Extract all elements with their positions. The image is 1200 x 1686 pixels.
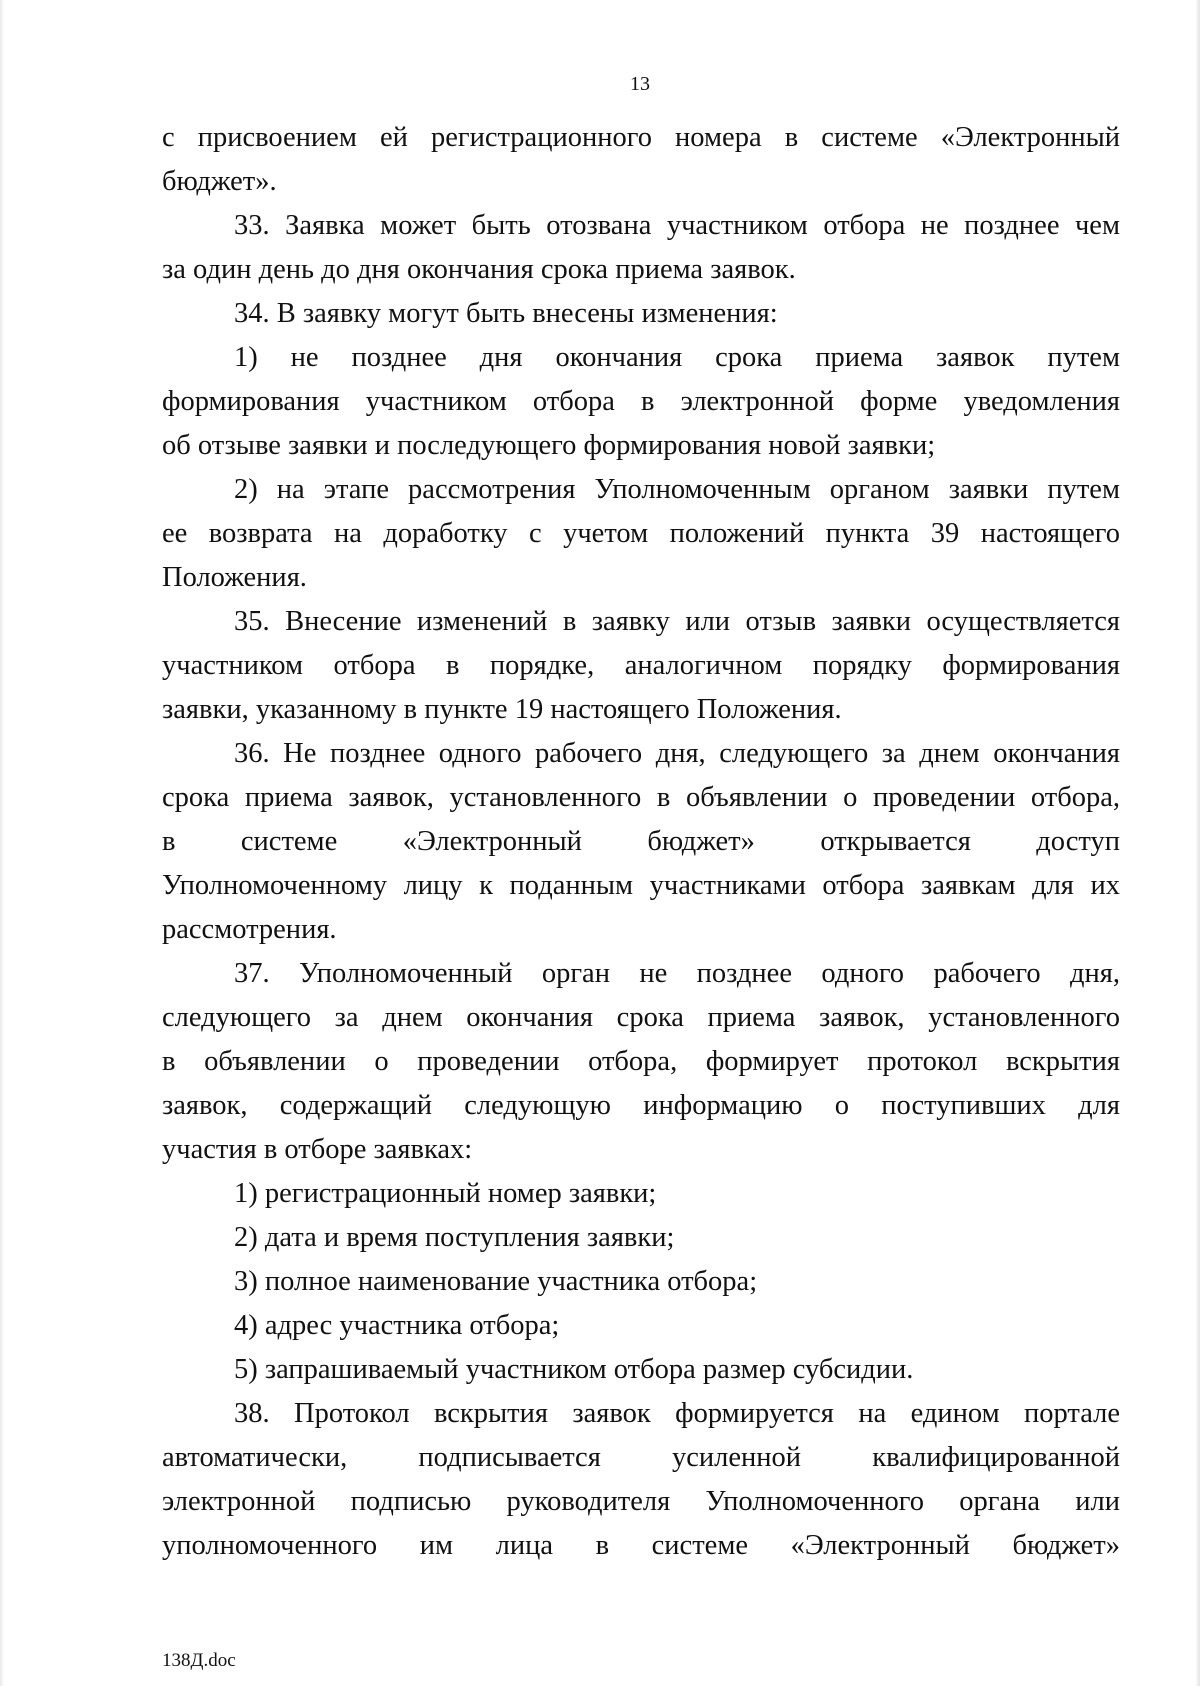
list-item-line: 3) полное наименование участника отбора; bbox=[234, 1266, 758, 1297]
scan-edge-left bbox=[0, 0, 4, 1686]
page-number: 13 bbox=[630, 73, 650, 95]
text-line: об отзыве заявки и последующего формирования новой заявки; bbox=[162, 430, 936, 461]
document-body bbox=[162, 116, 1120, 1568]
text-line: заявки, указанному в пункте 19 настоящего Положения. bbox=[162, 694, 842, 725]
text-line: следующего за днем окончания срока приема заявок, установленного bbox=[162, 1002, 1120, 1033]
text-line: уполномоченного им лица в системе «Электронный бюджет» bbox=[162, 1530, 1120, 1561]
text-line: в объявлении о проведении отбора, формирует протокол вскрытия bbox=[162, 1046, 1120, 1077]
paragraph-35-line: 35. Внесение изменений в заявку или отзыв заявки осуществляется bbox=[234, 606, 1120, 637]
paragraph-34-line: 34. В заявку могут быть внесены изменения: bbox=[234, 298, 778, 329]
text-line: Уполномоченному лицу к поданным участниками отбора заявкам для их bbox=[162, 870, 1120, 901]
list-item-line: 1) регистрационный номер заявки; bbox=[234, 1178, 657, 1209]
list-item-line: 1) не позднее дня окончания срока приема заявок путем bbox=[234, 342, 1120, 373]
text-line: срока приема заявок, установленного в объявлении о проведении отбора, bbox=[162, 782, 1120, 813]
list-item-line: 4) адрес участника отбора; bbox=[234, 1310, 560, 1341]
list-item-line: 5) запрашиваемый участником отбора размер субсидии. bbox=[234, 1354, 914, 1385]
text-line: с присвоением ей регистрационного номера в системе «Электронный bbox=[162, 122, 1120, 153]
text-line: формирования участником отбора в электронной форме уведомления bbox=[162, 386, 1120, 417]
text-line: рассмотрения. bbox=[162, 914, 337, 945]
document-filename-footer: 138Д.doc bbox=[162, 1650, 236, 1671]
text-line: в системе «Электронный бюджет» открывается доступ bbox=[162, 826, 1120, 857]
text-line: за один день до дня окончания срока приема заявок. bbox=[162, 254, 796, 285]
paragraph-37-line: 37. Уполномоченный орган не позднее одного рабочего дня, bbox=[234, 958, 1120, 989]
list-item-line: 2) на этапе рассмотрения Уполномоченным органом заявки путем bbox=[234, 474, 1120, 505]
paragraph-36-line: 36. Не позднее одного рабочего дня, следующего за днем окончания bbox=[234, 738, 1120, 769]
text-line: автоматически, подписывается усиленной квалифицированной bbox=[162, 1442, 1120, 1473]
text-line: участником отбора в порядке, аналогичном порядку формирования bbox=[162, 650, 1120, 681]
text-line: бюджет». bbox=[162, 166, 277, 197]
text-line: электронной подписью руководителя Уполномоченного органа или bbox=[162, 1486, 1120, 1517]
list-item-line: 2) дата и время поступления заявки; bbox=[234, 1222, 675, 1253]
text-line: участия в отборе заявках: bbox=[162, 1134, 473, 1165]
text-line: Положения. bbox=[162, 562, 307, 593]
paragraph-33-line: 33. Заявка может быть отозвана участником отбора не позднее чем bbox=[234, 210, 1120, 241]
scan-edge-right bbox=[1195, 0, 1200, 1686]
text-line: ее возврата на доработку с учетом положений пункта 39 настоящего bbox=[162, 518, 1120, 549]
paragraph-38-line: 38. Протокол вскрытия заявок формируется на едином портале bbox=[234, 1398, 1120, 1429]
text-line: заявок, содержащий следующую информацию о поступивших для bbox=[162, 1090, 1120, 1121]
